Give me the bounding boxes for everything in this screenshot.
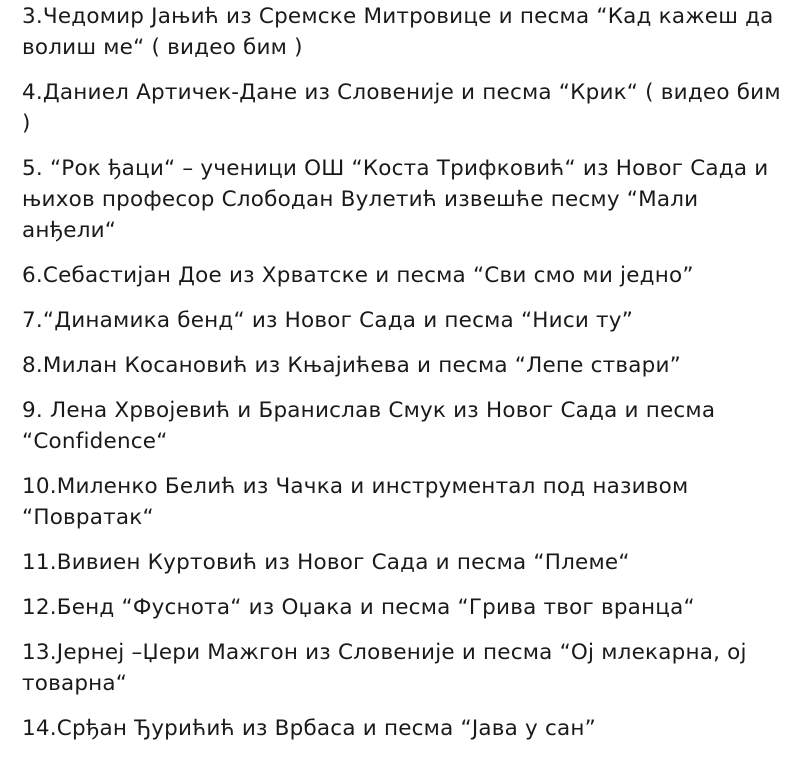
list-item: 4.Даниел Артичек-Дане из Словеније и песма “Крик“ ( видео бим ) [22, 80, 781, 136]
list-item: 8.Милан Косановић из Књајићева и песма “Лепе ствари” [22, 353, 681, 378]
list-item: 3.Чедомир Јањић из Сремске Митровице и песма “Кад кажеш да волиш ме“ ( видео бим ) [22, 4, 774, 60]
performer-list [22, 1, 792, 758]
list-item: 9. Лена Хрвојевић и Бранислав Смук из Новог Сада и песма “Confidence“ [22, 398, 716, 454]
list-item: 14.Срђан Ђурићић из Врбаса и песма “Јава у сан” [22, 716, 596, 741]
list-item: 12.Бенд “Фуснота“ из Оџака и песма “Грива твог вранца“ [22, 595, 695, 620]
list-item: 10.Миленко Белић из Чачка и инструментал под називом “Повратак“ [22, 474, 689, 530]
list-item: 5. “Рок ђаци“ – ученици ОШ “Коста Трифковић“ из Новог Сада и њихов професор Слободан Вулетић извешће песму “Мали анђели“ [22, 156, 769, 243]
list-item: 7.“Динамика бенд“ из Новог Сада и песма “Ниси ту” [22, 308, 634, 333]
list-item: 11.Вивиен Куртовић из Новог Сада и песма “Племе“ [22, 550, 630, 575]
list-item: 13.Јернеј –Џери Мажгон из Словеније и песма “Ој млекарна, ој товарна“ [22, 640, 747, 696]
list-item: 6.Себастијан Дое из Хрватске и песма “Сви смо ми једно” [22, 263, 694, 288]
